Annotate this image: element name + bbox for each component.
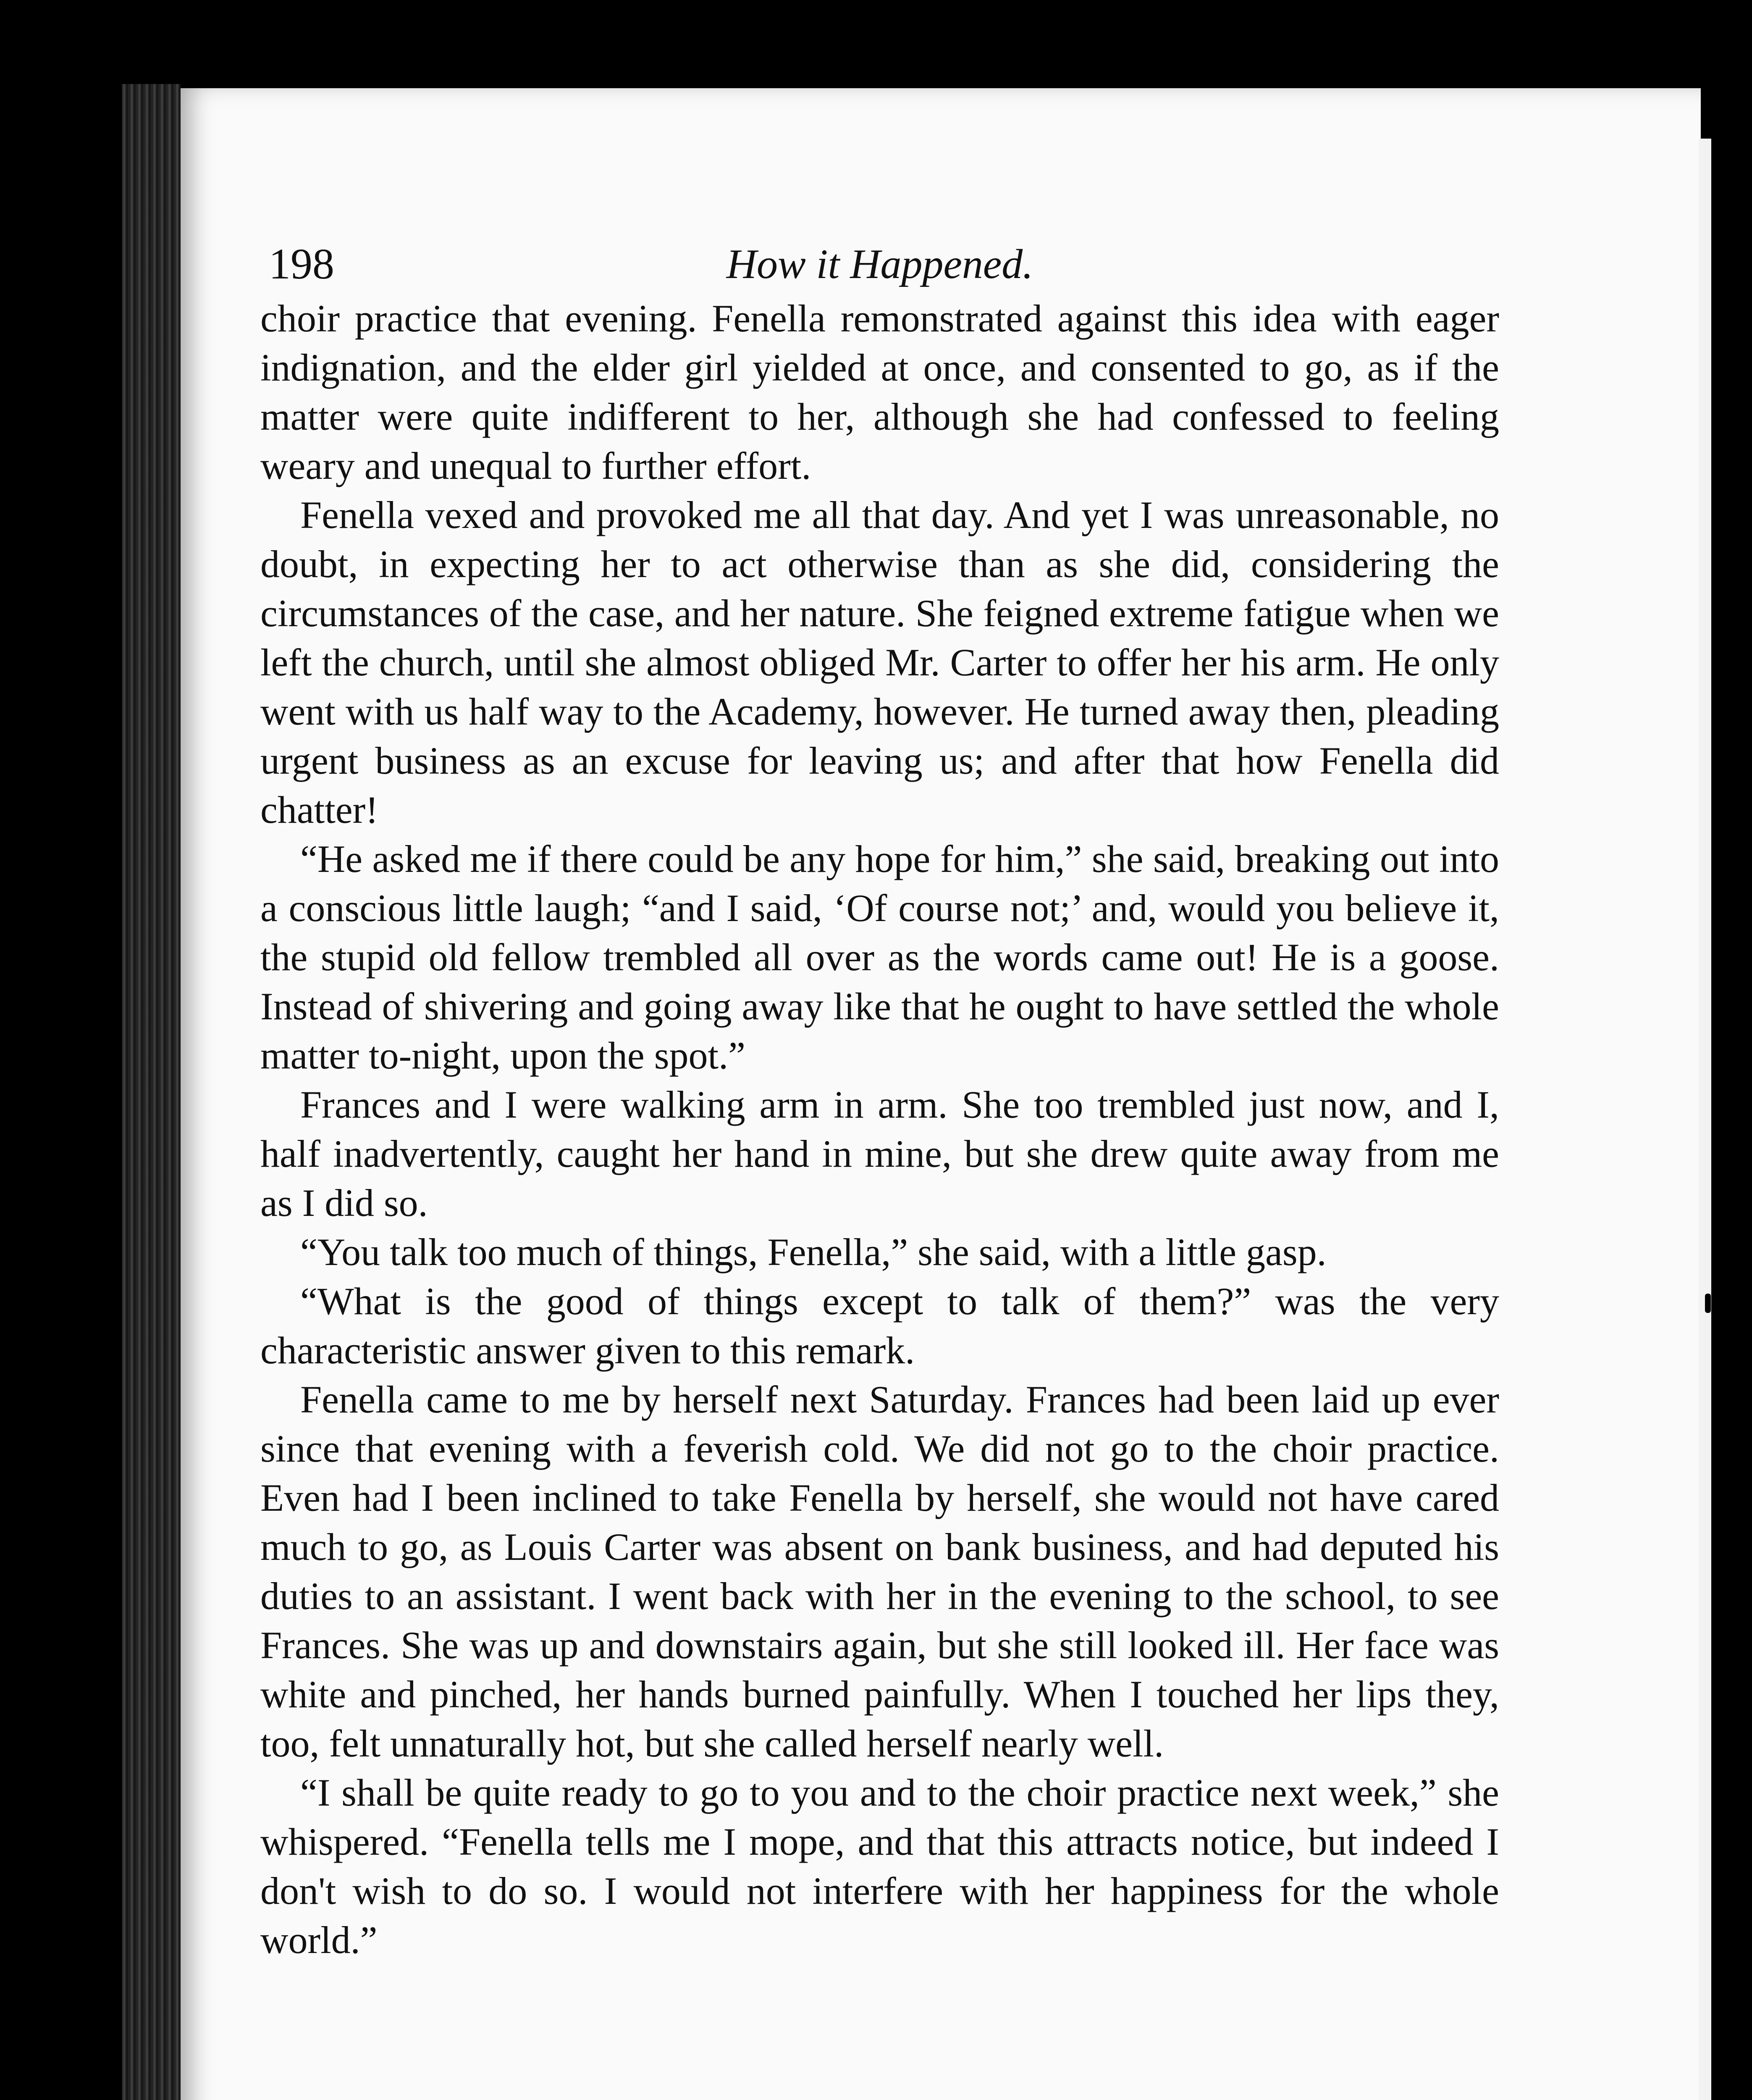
paragraph: choir practice that evening. Fenella remonstrated against this idea with eager indignation, and the elder girl yielded at once, and consented to go, as if the matter were quite indifferent to her, although she had confessed to feeling weary and unequal to further effort.	[260, 297, 1499, 487]
paragraph: “He asked me if there could be any hope for him,” she said, breaking out into a conscious little laugh; “and I said, ‘Of course not;’ and, would you believe it, the stupid old fellow trembled all over as the words came out! He is a goose. Instead of shivering and going away like that he ought to have settled the whole matter to-night, upon the spot.”	[260, 837, 1499, 1077]
paragraph: “You talk too much of things, Fenella,” she said, with a little gasp.	[300, 1231, 1327, 1273]
page-number: 198	[269, 240, 334, 288]
paragraph: “I shall be quite ready to go to you and to the choir practice next week,” she whispered. “Fenella tells me I mope, and that this attracts notice, but indeed I don't wish to do so. I would not interfere with her happiness for the whole world.”	[260, 1771, 1499, 1961]
margin-mark	[1705, 1294, 1711, 1313]
page-content	[260, 239, 1499, 2100]
running-head	[260, 239, 1499, 294]
running-title: How it Happened.	[726, 241, 1033, 287]
paragraph: Frances and I were walking arm in arm. She too trembled just now, and I, half inadvertently, caught her hand in mine, but she drew quite away from me as I did so.	[260, 1083, 1499, 1224]
paragraph: Fenella vexed and provoked me all that day. And yet I was unreasonable, no doubt, in expecting her to act otherwise than as she did, considering the circumstances of the case, and her nature. She feigned extreme fatigue when we left the church, until she almost obliged Mr. Carter to offer her his arm. He only went with us half way to the Academy, however. He turned away then, pleading urgent business as an excuse for leaving us; and after that how Fenella did chatter!	[260, 494, 1499, 831]
paragraph: Fenella came to me by herself next Saturday. Frances had been laid up ever since that evening with a feverish cold. We did not go to the choir practice. Even had I been inclined to take Fenella by herself, she would not have cared much to go, as Louis Carter was absent on bank business, and had deputed his duties to an assistant. I went back with her in the evening to the school, to see Frances. She was up and downstairs again, but she still looked ill. Her face was white and pinched, her hands burned painfully. When I touched her lips they, too, felt unnaturally hot, but she called herself nearly well.	[260, 1378, 1499, 1765]
paragraph: “What is the good of things except to talk of them?” was the very characteristic answer given to this remark.	[260, 1280, 1499, 1372]
page-right-edge	[1699, 139, 1711, 2100]
book-gutter	[122, 84, 181, 2100]
